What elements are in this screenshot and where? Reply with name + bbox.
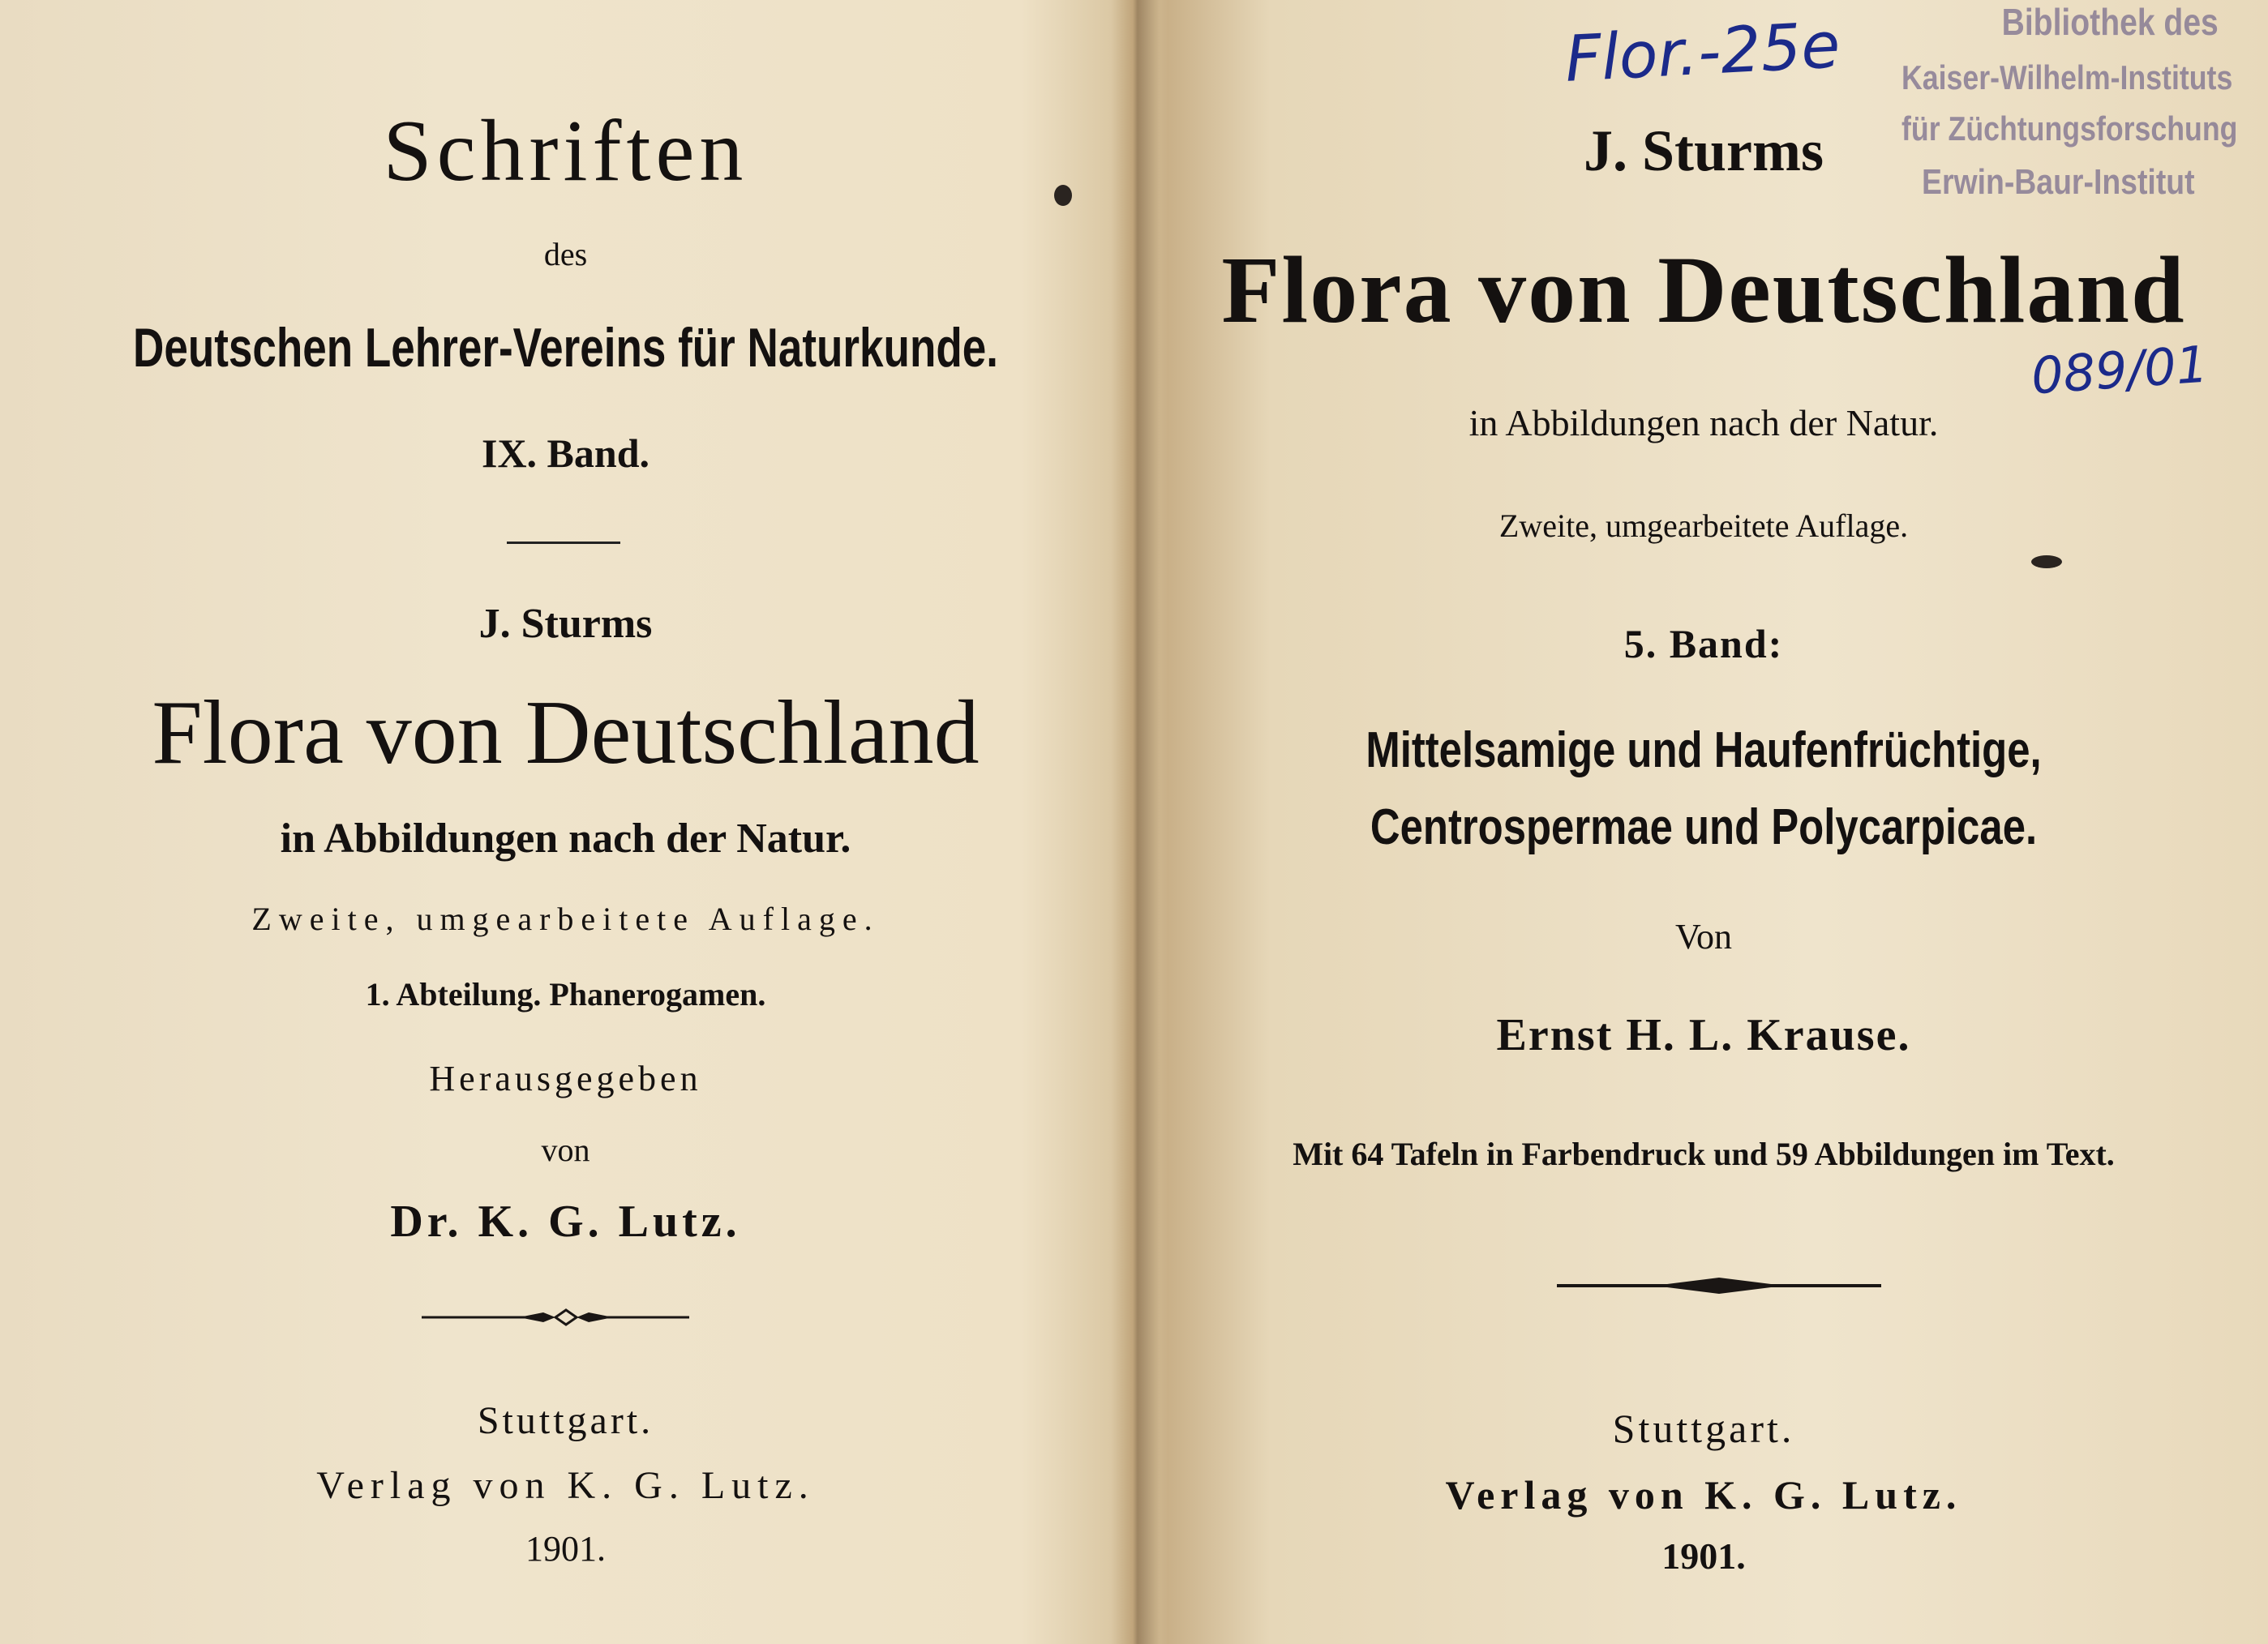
handwritten-call-number: Flor.-25e <box>1563 9 1842 96</box>
left-year: 1901. <box>525 1529 606 1569</box>
ink-speck <box>2031 555 2062 568</box>
right-subtitle: in Abbildungen nach der Natur. <box>1468 402 1939 443</box>
series-volume: IX. Band. <box>481 430 650 476</box>
author-name: Ernst H. L. Krause. <box>1496 1010 1911 1060</box>
left-author-short: J. Sturms <box>478 601 653 647</box>
left-edition: Zweite, umgearbeitete Auflage. <box>251 901 880 937</box>
right-page <box>1139 0 2268 1644</box>
series-des: des <box>543 236 588 272</box>
left-ornament <box>422 1301 689 1334</box>
handwritten-inventory-number: 089/01 <box>2029 334 2210 406</box>
stamp-line2: Kaiser-Wilhelm-Instituts <box>1901 58 2233 96</box>
stamp-line4: Erwin-Baur-Institut <box>1922 162 2195 202</box>
library-stamp <box>1901 0 2268 235</box>
editor-von: von <box>541 1132 590 1168</box>
volume-title-line1: Mittelsamige und Haufenfrüchtige, <box>1366 722 2042 778</box>
editor-name: Dr. K. G. Lutz. <box>390 1197 741 1247</box>
right-publisher: Verlag von K. G. Lutz. <box>1445 1472 1962 1518</box>
series-society: Deutschen Lehrer-Vereins für Naturkunde. <box>133 317 998 379</box>
right-title: Flora von Deutschland <box>1221 237 2186 343</box>
right-edition: Zweite, umgearbeitete Auflage. <box>1498 507 1909 544</box>
divider-rule <box>507 542 620 544</box>
illustrations-note: Mit 64 Tafeln in Farbendruck und 59 Abbildungen im Text. <box>1293 1136 2115 1172</box>
right-author-short: J. Sturms <box>1583 118 1824 183</box>
left-page <box>0 0 1131 1644</box>
author-prefix: Von <box>1674 917 1733 957</box>
left-title: Flora von Deutschland <box>152 683 980 783</box>
right-place: Stuttgart. <box>1612 1406 1795 1451</box>
right-volume: 5. Band: <box>1623 621 1784 666</box>
stamp-line1: Bibliothek des <box>2001 1 2219 43</box>
ink-speck <box>1054 185 1072 206</box>
left-publisher: Verlag von K. G. Lutz. <box>316 1464 815 1507</box>
volume-title-line2: Centrospermae und Polycarpicae. <box>1370 799 2038 855</box>
left-subtitle: in Abbildungen nach der Natur. <box>280 816 851 862</box>
right-year: 1901. <box>1661 1535 1746 1577</box>
left-place: Stuttgart. <box>477 1399 654 1442</box>
series-title: Schriften <box>383 103 748 199</box>
right-ornament <box>1557 1271 1881 1300</box>
editor-prefix: Herausgegeben <box>429 1059 702 1098</box>
stamp-line3: für Züchtungsforschung <box>1901 109 2238 148</box>
left-division: 1. Abteilung. Phanerogamen. <box>365 976 766 1013</box>
